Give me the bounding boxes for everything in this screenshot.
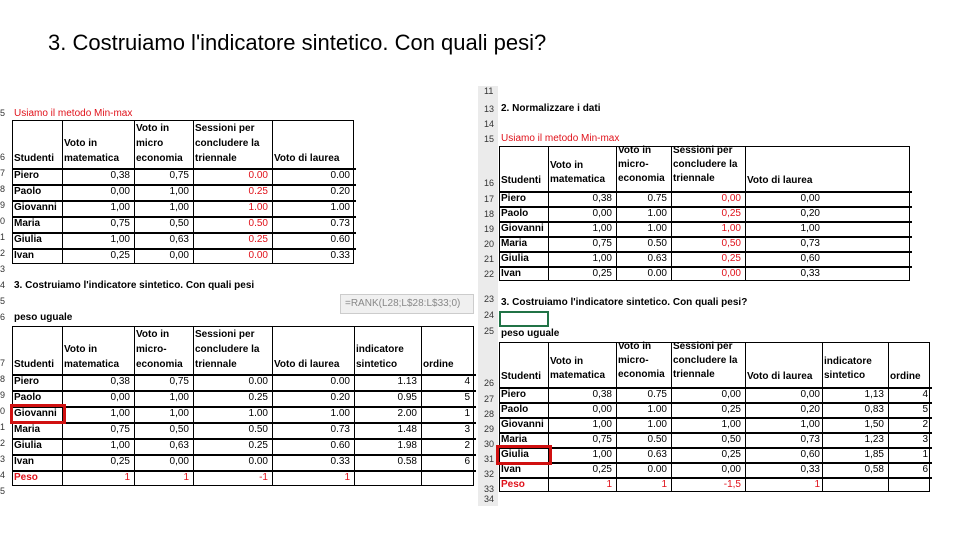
row-divider (499, 221, 912, 223)
subtitle: peso uguale (14, 312, 73, 323)
cell-value: 0,75 (592, 238, 612, 249)
cell-value: 0,25 (110, 456, 130, 467)
column-header: Voto in matematica (550, 356, 606, 381)
cell-value: 0,60 (800, 253, 820, 264)
cell-value: 0,25 (721, 208, 741, 219)
student-name: Piero (501, 389, 527, 400)
student-name: Paolo (14, 186, 42, 197)
cell-value: 1,13 (864, 389, 884, 400)
cell-value: 0,00 (169, 456, 189, 467)
cell-value: 1.00 (330, 202, 350, 213)
cell-value: 1.00 (248, 202, 268, 213)
section-title: 3. Costruiamo l'indicatore sintetico. Con quali pesi? (501, 297, 748, 308)
student-name: Ivan (501, 268, 522, 279)
cell-value: 0,75 (110, 218, 130, 229)
cell-value: 2 (922, 419, 928, 430)
peso-value: 1 (606, 479, 612, 490)
student-name: Giovanni (501, 223, 544, 234)
highlight-box (496, 445, 552, 465)
row-number: 17 (484, 194, 495, 204)
column-header: Voto in micro- economia (618, 145, 665, 184)
cell-value: 5 (922, 404, 928, 415)
row-number: 3 (0, 264, 6, 274)
row-number: 5 (0, 108, 6, 118)
cell-value: 0,60 (800, 449, 820, 460)
row-number: 2 (0, 248, 6, 258)
row-number: 26 (484, 378, 495, 388)
cell-value: 1.00 (248, 408, 268, 419)
cell-value: 0,63 (169, 234, 189, 245)
cell-value: 1,00 (800, 223, 820, 234)
cell-value: 6 (922, 464, 928, 475)
column-header: Voto di laurea (274, 359, 340, 370)
column-divider (62, 120, 63, 264)
cell-value: 0,75 (592, 434, 612, 445)
student-name: Piero (501, 193, 527, 204)
cell-value: 5 (464, 392, 470, 403)
row-number: 8 (0, 374, 6, 384)
row-number: 0 (0, 406, 6, 416)
peso-value: 1 (661, 479, 667, 490)
cell-value: 0,75 (110, 424, 130, 435)
row-number: 9 (0, 200, 6, 210)
student-name: Giulia (501, 449, 529, 460)
row-number: 5 (0, 296, 6, 306)
cell-value: 0,38 (592, 193, 612, 204)
cell-value: 0,25 (592, 268, 612, 279)
student-name: Ivan (501, 464, 522, 475)
formula-bar[interactable]: =RANK(L28;L$28:L$33;0) (340, 294, 474, 314)
column-divider (193, 120, 194, 264)
column-header: indicatore sintetico (356, 344, 404, 370)
cell-value: 0,00 (592, 208, 612, 219)
column-header: Voto di laurea (274, 153, 340, 164)
cell-value: 0,38 (110, 170, 130, 181)
column-header: Voto di laurea (747, 371, 813, 382)
row-divider (499, 191, 912, 193)
row-divider (499, 251, 912, 253)
student-name: Giovanni (14, 202, 57, 213)
cell-value: 0,50 (169, 218, 189, 229)
column-divider (548, 146, 549, 281)
section-title: Usiamo il metodo Min-max (501, 133, 620, 144)
cell-value: 1,00 (592, 253, 612, 264)
row-number: 9 (0, 390, 6, 400)
cell-value: 0.63 (647, 449, 667, 460)
row-number: 1 (0, 422, 6, 432)
cell-value: 1,00 (110, 408, 130, 419)
row-number: 18 (484, 209, 495, 219)
cell-value: 1,00 (110, 202, 130, 213)
cell-value: 0.33 (330, 250, 350, 261)
peso-value: 1 (183, 472, 189, 483)
row-number: 25 (484, 326, 495, 336)
cell-value: 1,00 (592, 419, 612, 430)
column-header: Studenti (14, 359, 54, 370)
cell-value: 4 (464, 376, 470, 387)
cell-value: 0,00 (800, 389, 820, 400)
row-number: 24 (484, 310, 495, 320)
row-number: 6 (0, 312, 6, 322)
row-number: 27 (484, 394, 495, 404)
cell-value: 0,25 (721, 449, 741, 460)
cell-value: 0.50 (248, 218, 268, 229)
cell-value: 3 (922, 434, 928, 445)
cell-value: 0,83 (864, 404, 884, 415)
cell-value: 1,00 (169, 186, 189, 197)
student-name: Giovanni (14, 408, 57, 419)
column-header: Voto in matematica (550, 160, 606, 185)
cell-value: 1,00 (721, 223, 741, 234)
cell-value: 0.50 (647, 238, 667, 249)
column-header: Voto di laurea (747, 175, 813, 186)
column-header: Sessioni per concludere la triennale (673, 341, 738, 380)
student-name: Maria (501, 238, 528, 249)
selected-cell[interactable] (499, 311, 549, 327)
row-number: 3 (0, 454, 6, 464)
cell-value: 4 (922, 389, 928, 400)
row-divider (12, 470, 476, 472)
cell-value: 0.50 (647, 434, 667, 445)
cell-value: 0.00 (248, 250, 268, 261)
row-number: 16 (484, 178, 495, 188)
cell-value: 1,00 (169, 392, 189, 403)
cell-value: 0.00 (330, 170, 350, 181)
cell-value: 0.95 (397, 392, 417, 403)
student-name: Ivan (14, 456, 35, 467)
column-header: ordine (423, 359, 454, 370)
row-number: 0 (0, 216, 6, 226)
cell-value: 1,00 (721, 419, 741, 430)
row-divider (499, 266, 912, 268)
cell-value: 1,00 (800, 419, 820, 430)
row-number: 33 (484, 484, 495, 494)
cell-value: 1,50 (864, 419, 884, 430)
section-title: Usiamo il metodo Min-max (14, 108, 133, 119)
peso-value: 1 (124, 472, 130, 483)
cell-value: 0.60 (330, 440, 350, 451)
cell-value: 6 (464, 456, 470, 467)
student-name: Maria (14, 218, 41, 229)
cell-value: 0,58 (864, 464, 884, 475)
row-number: 6 (0, 152, 6, 162)
student-name: Piero (14, 376, 40, 387)
student-name: Giovanni (501, 419, 544, 430)
row-number: 5 (0, 486, 6, 496)
subtitle: peso uguale (501, 328, 560, 339)
cell-value: 1,00 (169, 408, 189, 419)
cell-value: 0.00 (248, 170, 268, 181)
cell-value: 0,25 (110, 250, 130, 261)
section-title: 2. Normalizzare i dati (501, 103, 601, 114)
cell-value: 0.75 (647, 193, 667, 204)
cell-value: 0.00 (647, 268, 667, 279)
student-name: Piero (14, 170, 40, 181)
cell-value: 0,00 (110, 186, 130, 197)
cell-value: 1.00 (647, 223, 667, 234)
cell-value: 1.00 (647, 404, 667, 415)
row-number: 20 (484, 239, 495, 249)
slide-title: 3. Costruiamo l'indicatore sintetico. Con quali pesi? (48, 30, 547, 55)
row-number: 14 (484, 119, 495, 129)
cell-value: 0.20 (330, 392, 350, 403)
column-header: indicatore sintetico (824, 356, 872, 381)
cell-value: 0.00 (647, 464, 667, 475)
cell-value: 0.58 (397, 456, 417, 467)
cell-value: 0,63 (169, 440, 189, 451)
cell-value: 0.20 (330, 186, 350, 197)
column-divider (671, 146, 672, 281)
student-name: Maria (501, 434, 528, 445)
cell-value: 0,00 (800, 193, 820, 204)
row-number: 1 (0, 232, 6, 242)
row-number: 30 (484, 439, 495, 449)
cell-value: 1,00 (110, 440, 130, 451)
cell-value: 1.00 (330, 408, 350, 419)
cell-value: 0.25 (248, 440, 268, 451)
row-number: 21 (484, 254, 495, 264)
row-number: 8 (0, 184, 6, 194)
cell-value: 0,00 (721, 268, 741, 279)
cell-value: 3 (464, 424, 470, 435)
row-number: 13 (484, 104, 495, 114)
cell-value: 2 (464, 440, 470, 451)
row-number: 15 (484, 134, 495, 144)
column-divider (134, 120, 135, 264)
column-divider (616, 146, 617, 281)
column-header: Voto in micro economia (136, 123, 183, 164)
cell-value: 0,38 (110, 376, 130, 387)
cell-value: 0.63 (647, 253, 667, 264)
column-header: Voto in matematica (64, 138, 120, 164)
cell-value: 1,85 (864, 449, 884, 460)
column-header: Sessioni per concludere la triennale (195, 123, 260, 164)
student-name: Paolo (501, 404, 529, 415)
cell-value: 0.33 (330, 456, 350, 467)
student-name: Giulia (14, 234, 42, 245)
cell-value: 2.00 (397, 408, 417, 419)
cell-value: 1,00 (592, 223, 612, 234)
student-name: Paolo (501, 208, 529, 219)
cell-value: 0,33 (800, 464, 820, 475)
row-number: 28 (484, 409, 495, 419)
row-number: 34 (484, 494, 495, 504)
right-spreadsheet (478, 86, 948, 506)
peso-label: Peso (501, 479, 525, 490)
cell-value: 0.25 (248, 234, 268, 245)
row-number: 11 (484, 86, 494, 96)
peso-label: Peso (14, 472, 38, 483)
cell-value: 0,25 (721, 404, 741, 415)
cell-value: 0,75 (169, 376, 189, 387)
row-number: 19 (484, 224, 495, 234)
cell-value: 0.50 (248, 424, 268, 435)
cell-value: 0.00 (248, 456, 268, 467)
row-number: 4 (0, 280, 6, 290)
column-header: Studenti (14, 153, 54, 164)
cell-value: 0.25 (248, 186, 268, 197)
cell-value: 0,75 (169, 170, 189, 181)
cell-value: 0,00 (169, 250, 189, 261)
cell-value: 0,50 (721, 434, 741, 445)
cell-value: 0,25 (721, 253, 741, 264)
cell-value: 1.00 (647, 208, 667, 219)
row-number: 31 (484, 454, 495, 464)
column-header: Voto in matematica (64, 344, 120, 370)
row-number: 7 (0, 358, 6, 368)
student-name: Maria (14, 424, 41, 435)
cell-value: 0.00 (330, 376, 350, 387)
cell-value: 1.13 (397, 376, 417, 387)
section-title: 3. Costruiamo l'indicatore sintetico. Con quali pesi (14, 280, 255, 291)
cell-value: 0.75 (647, 389, 667, 400)
cell-value: 0.25 (248, 392, 268, 403)
row-divider (499, 477, 932, 479)
cell-value: 0,50 (169, 424, 189, 435)
column-header: Voto in micro- economia (618, 341, 665, 380)
cell-value: 0,50 (721, 238, 741, 249)
cell-value: 0,33 (800, 268, 820, 279)
cell-value: 0.60 (330, 234, 350, 245)
cell-value: 0,20 (800, 208, 820, 219)
cell-value: 0.73 (330, 218, 350, 229)
cell-value: 0,00 (592, 404, 612, 415)
row-divider (499, 206, 912, 208)
column-divider (745, 146, 746, 281)
cell-value: 0,00 (110, 392, 130, 403)
cell-value: 0,00 (721, 193, 741, 204)
cell-value: 0.00 (248, 376, 268, 387)
peso-value: 1 (344, 472, 350, 483)
column-divider (272, 120, 273, 264)
cell-value: 0,38 (592, 389, 612, 400)
cell-value: 1.00 (647, 419, 667, 430)
row-number: 2 (0, 438, 6, 448)
cell-value: 0,00 (721, 464, 741, 475)
peso-value: -1 (259, 472, 268, 483)
highlight-box (10, 404, 66, 424)
row-number: 22 (484, 269, 495, 279)
cell-value: 0,25 (592, 464, 612, 475)
cell-value: 1.98 (397, 440, 417, 451)
column-header: Studenti (501, 175, 541, 186)
cell-value: 1,00 (592, 449, 612, 460)
row-number: 7 (0, 168, 6, 178)
cell-value: 0.73 (330, 424, 350, 435)
row-number: 32 (484, 469, 495, 479)
cell-value: 1 (464, 408, 470, 419)
cell-value: 0,20 (800, 404, 820, 415)
cell-value: 1.48 (397, 424, 417, 435)
column-header: Voto in micro- economia (136, 329, 183, 370)
cell-value: 0,73 (800, 434, 820, 445)
row-number: 4 (0, 470, 6, 480)
column-header: Sessioni per concludere la triennale (673, 145, 738, 184)
peso-value: 1 (814, 479, 820, 490)
row-number: 23 (484, 294, 495, 304)
column-header: Sessioni per concludere la triennale (195, 329, 260, 370)
column-header: Studenti (501, 371, 541, 382)
cell-value: 0,00 (721, 389, 741, 400)
cell-value: 0,73 (800, 238, 820, 249)
student-name: Giulia (14, 440, 42, 451)
cell-value: 1,00 (110, 234, 130, 245)
cell-value: 1,23 (864, 434, 884, 445)
cell-value: 1,00 (169, 202, 189, 213)
student-name: Paolo (14, 392, 42, 403)
peso-value: -1,5 (723, 479, 741, 490)
cell-value: 1 (922, 449, 928, 460)
row-number: 29 (484, 424, 495, 434)
row-divider (499, 236, 912, 238)
column-header: ordine (890, 371, 921, 382)
student-name: Giulia (501, 253, 529, 264)
student-name: Ivan (14, 250, 35, 261)
